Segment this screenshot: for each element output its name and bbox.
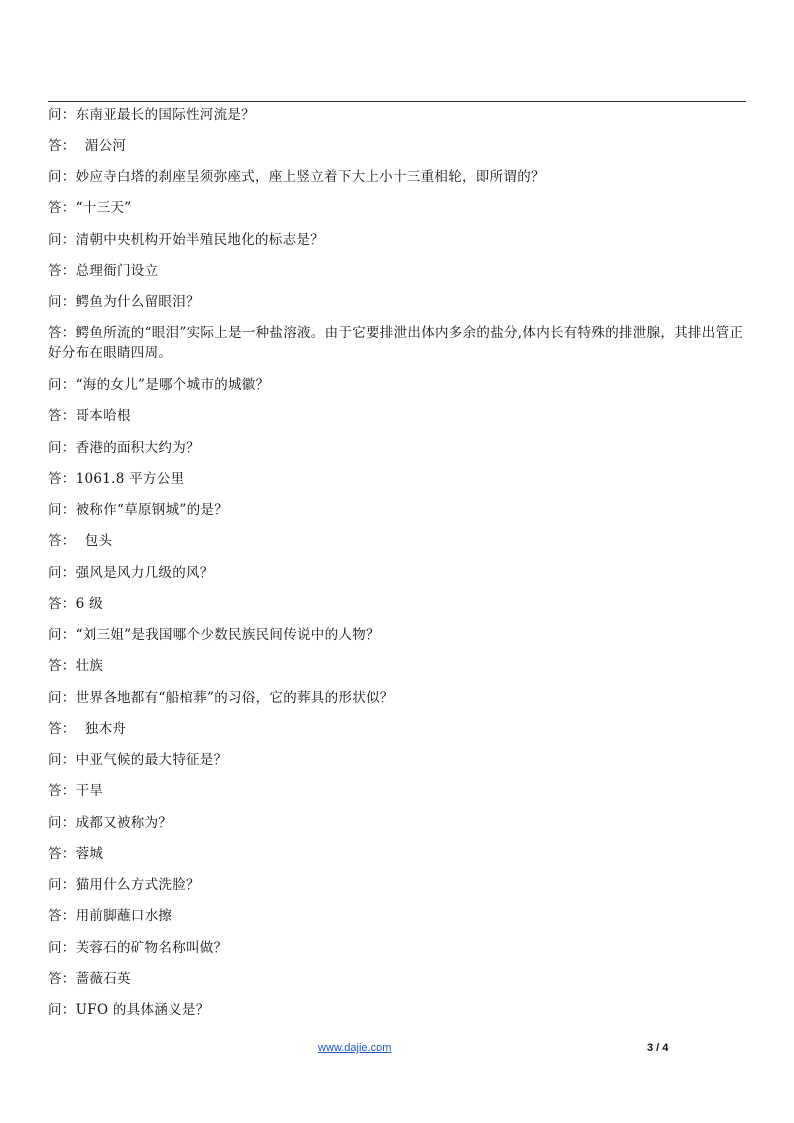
question-12: 问：成都又被称为？ bbox=[48, 815, 173, 831]
answer-6: 答：1061.8 平方公里 bbox=[48, 471, 185, 487]
question-6: 问：香港的面积大约为？ bbox=[48, 440, 200, 456]
question-10: 问：世界各地都有“船棺葬”的习俗，它的葬具的形状似？ bbox=[48, 690, 394, 706]
question-2: 问：妙应寺白塔的刹座呈须弥座式，座上竖立着下大上小十三重相轮，即所谓的？ bbox=[48, 169, 545, 185]
answer-8: 答：6 级 bbox=[48, 596, 103, 612]
answer-10: 答： 独木舟 bbox=[48, 721, 127, 737]
question-1: 问：东南亚最长的国际性河流是？ bbox=[48, 107, 255, 123]
answer-3: 答：总理衙门设立 bbox=[48, 263, 159, 279]
answer-4: 答：鳄鱼所流的“眼泪”实际上是一种盐溶液。由于它要排泄出体内多余的盐分,体内长有特殊的排泄腺，其排出管正好分布在眼睛四周。 bbox=[48, 325, 744, 361]
header-rule bbox=[48, 101, 746, 102]
question-5: 问：“海的女儿”是哪个城市的城徽？ bbox=[48, 377, 270, 393]
answer-1: 答： 湄公河 bbox=[48, 138, 127, 154]
answer-2: 答：“十三天” bbox=[48, 200, 132, 216]
question-3: 问：清朝中央机构开始半殖民地化的标志是？ bbox=[48, 232, 324, 248]
answer-5: 答：哥本哈根 bbox=[48, 408, 131, 424]
answer-14: 答：蔷薇石英 bbox=[48, 971, 131, 987]
question-8: 问：强风是风力几级的风？ bbox=[48, 565, 214, 581]
answer-7: 答： 包头 bbox=[48, 533, 113, 549]
answer-12: 答：蓉城 bbox=[48, 846, 104, 862]
question-7: 问：被称作“草原钢城”的是？ bbox=[48, 502, 229, 518]
footer-website-link[interactable]: www.dajie.com bbox=[318, 1042, 392, 1054]
question-9: 问：“刘三姐”是我国哪个少数民族民间传说中的人物？ bbox=[48, 627, 380, 643]
question-11: 问：中亚气候的最大特征是？ bbox=[48, 752, 228, 768]
answer-9: 答：壮族 bbox=[48, 658, 104, 674]
answer-11: 答：干旱 bbox=[48, 783, 104, 799]
question-14: 问：芙蓉石的矿物名称叫做？ bbox=[48, 940, 228, 956]
question-15: 问：UFO 的具体涵义是？ bbox=[48, 1002, 210, 1018]
question-4: 问：鳄鱼为什么留眼泪？ bbox=[48, 294, 200, 310]
question-13: 问：猫用什么方式洗脸？ bbox=[48, 877, 200, 893]
page-number: 3 / 4 bbox=[647, 1042, 669, 1054]
answer-13: 答：用前脚蘸口水擦 bbox=[48, 908, 173, 924]
